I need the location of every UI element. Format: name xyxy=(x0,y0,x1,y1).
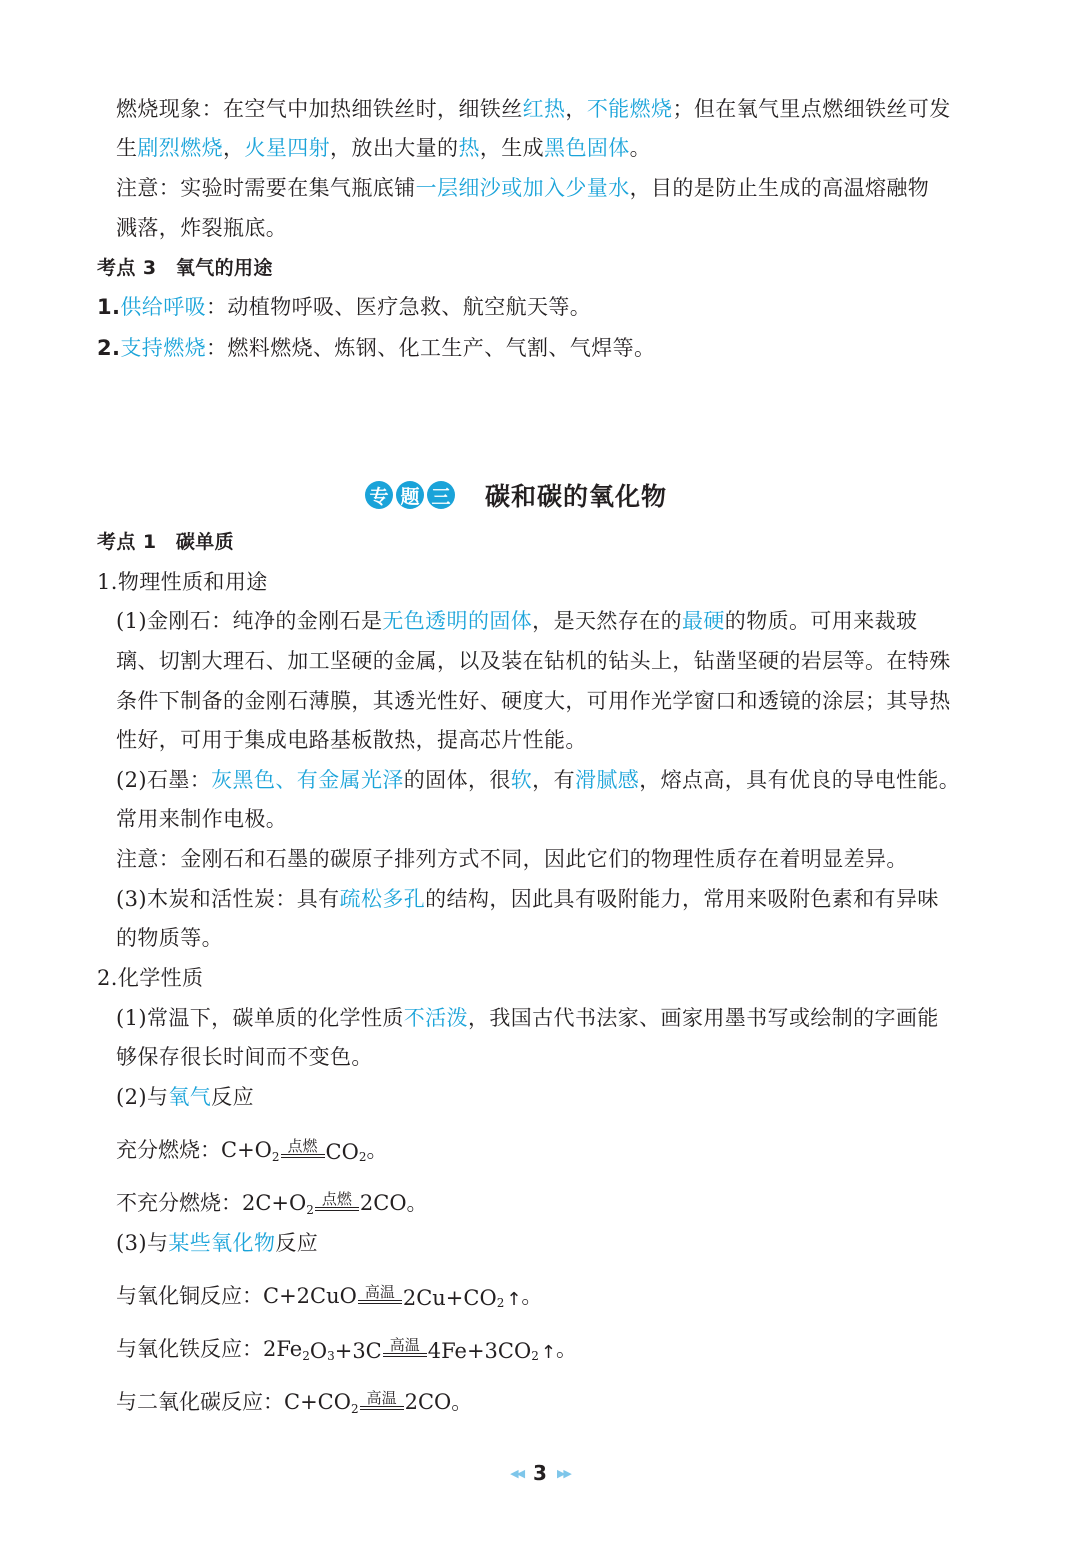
highlight-text: 黑色固体 xyxy=(544,136,630,160)
text: (1)金刚石：纯净的金刚石是 xyxy=(116,609,383,633)
highlight-text: 最硬 xyxy=(681,609,725,633)
text-line xyxy=(116,133,651,163)
equation-left: 与二氧化碳反应：C+CO xyxy=(116,1390,351,1414)
equation xyxy=(116,1270,542,1310)
subscript: 2 xyxy=(496,1296,505,1310)
text: O xyxy=(309,1339,328,1363)
text: ，熔点高，具有优良的导电性能。 xyxy=(639,768,961,792)
highlight-text: 灰黑色、有金属光泽 xyxy=(211,768,404,792)
equation-right: 4Fe+3CO xyxy=(427,1339,532,1363)
text: (1)常温下，碳单质的化学性质 xyxy=(116,1006,404,1030)
highlight-text: 供给呼吸 xyxy=(120,295,206,319)
note-line: 注意：金刚石和石墨的碳原子排列方式不同，因此它们的物理性质存在着明显差异。 xyxy=(116,847,908,871)
list-item xyxy=(97,292,591,322)
equation-left: 不充分燃烧：2C+O xyxy=(116,1191,307,1215)
list-item xyxy=(97,333,655,363)
highlight-text: 支持燃烧 xyxy=(120,336,206,360)
page-footer xyxy=(0,1461,1080,1485)
text: 注意：实验时需要在集气瓶底铺 xyxy=(116,176,416,200)
text: ，我国古代书法家、画家用墨书写或绘制的字画能 xyxy=(467,1006,939,1030)
topic-title: 碳和碳的氧化物 xyxy=(485,482,668,511)
subscript: 2 xyxy=(350,1402,359,1416)
text: 反应 xyxy=(275,1231,319,1255)
text: ， xyxy=(565,97,587,121)
equation-left: 与氧化铜反应：C+2CuO xyxy=(116,1284,357,1308)
reaction-condition xyxy=(281,1138,325,1158)
equation xyxy=(116,1323,577,1363)
subscript: 2 xyxy=(358,1150,367,1164)
condition-label: 点燃 xyxy=(321,1190,352,1208)
highlight-text: 不能燃烧 xyxy=(586,97,673,121)
text-line xyxy=(116,1228,318,1258)
highlight-text: 某些氧化物 xyxy=(168,1231,276,1255)
equation-right: 2Cu+CO xyxy=(402,1286,497,1310)
highlight-text: 滑腻感 xyxy=(574,768,640,792)
text: ，放出大量的 xyxy=(330,136,459,160)
subscript: 2 xyxy=(271,1150,280,1164)
text-line xyxy=(116,606,917,636)
highlight-text: 热 xyxy=(458,136,480,160)
next-arrows-icon: ▶▶ xyxy=(556,1466,570,1480)
text: (2)石墨： xyxy=(116,768,212,792)
text: 生 xyxy=(116,136,138,160)
highlight-text: 一层细沙或加入少量水 xyxy=(415,176,630,200)
highlight-text: 氧气 xyxy=(168,1085,212,1109)
text-line: 的物质等。 xyxy=(116,926,223,950)
topic-badge xyxy=(365,481,455,509)
text: 。 xyxy=(555,1337,577,1361)
equals-bar xyxy=(281,1154,325,1158)
text-line xyxy=(116,173,929,203)
text-line: 常用来制作电极。 xyxy=(116,807,288,831)
equation-right: 2CO。 xyxy=(359,1191,428,1215)
text: ：燃料燃烧、炼钢、化工生产、气割、气焊等。 xyxy=(206,336,656,360)
equals-bar xyxy=(315,1207,359,1211)
text: ，有 xyxy=(532,768,575,792)
text: ；但在氧气里点燃细铁丝可发 xyxy=(672,97,951,121)
subscript: 2 xyxy=(531,1349,539,1363)
item-number: 2. xyxy=(97,336,121,360)
reaction-condition xyxy=(360,1390,404,1410)
highlight-text: 不活泼 xyxy=(403,1006,468,1030)
page-number: 3 xyxy=(533,1461,547,1485)
item-number: 1. xyxy=(97,295,121,319)
highlight-text: 红热 xyxy=(522,97,566,121)
text: 的结构，因此具有吸附能力，常用来吸附色素和有异味 xyxy=(425,887,939,911)
kaodian-heading: 考点 3 氧气的用途 xyxy=(97,257,273,279)
topic-header xyxy=(365,474,667,516)
text: ，是天然存在的 xyxy=(532,609,682,633)
text: 的固体，很 xyxy=(403,768,511,792)
equation-left: 充分燃烧：C+O xyxy=(116,1138,272,1162)
text-line xyxy=(116,884,939,914)
text: 的物质。可用来裁玻 xyxy=(724,609,918,633)
condition-label: 点燃 xyxy=(287,1137,318,1155)
condition-label: 高温 xyxy=(366,1389,397,1407)
kaodian-heading: 考点 1 碳单质 xyxy=(97,531,235,553)
condition-label: 高温 xyxy=(364,1283,395,1301)
text-line: 条件下制备的金刚石薄膜，其透光性好、硬度大，可用作光学窗口和透镜的涂层；其导热 xyxy=(116,689,951,713)
text-line xyxy=(116,765,960,795)
text: ：动植物呼吸、医疗急救、航空航天等。 xyxy=(206,295,592,319)
section-heading: 2.化学性质 xyxy=(97,966,204,990)
text: ，生成 xyxy=(479,136,545,160)
section-heading: 1.物理性质和用途 xyxy=(97,570,268,594)
badge-char: 专 xyxy=(365,481,393,509)
equation-right: 2CO。 xyxy=(404,1390,473,1414)
equation-left: 与氧化铁反应：2Fe xyxy=(116,1337,303,1361)
equation-right: CO xyxy=(325,1140,359,1164)
reaction-condition xyxy=(358,1284,402,1304)
equation xyxy=(116,1177,428,1217)
highlight-text: 剧烈燃烧 xyxy=(137,136,224,160)
up-arrow-icon: ↑ xyxy=(540,1342,556,1363)
text: ，目的是防止生成的高温熔融物 xyxy=(629,176,930,200)
reaction-condition xyxy=(315,1191,359,1211)
highlight-text: 火星四射 xyxy=(244,136,331,160)
up-arrow-icon: ↑ xyxy=(506,1289,522,1310)
equals-bar xyxy=(360,1406,404,1410)
text: 反应 xyxy=(211,1085,254,1109)
badge-char: 题 xyxy=(396,481,424,509)
highlight-text: 软 xyxy=(510,768,533,792)
highlight-text: 疏松多孔 xyxy=(339,887,426,911)
text: (3)木炭和活性炭：具有 xyxy=(116,887,340,911)
equation xyxy=(116,1124,387,1164)
equation xyxy=(116,1376,472,1416)
badge-char: 三 xyxy=(427,481,455,509)
text-line xyxy=(116,1082,254,1112)
reaction-condition xyxy=(383,1337,427,1357)
text-line xyxy=(116,94,951,124)
prev-arrows-icon: ◀◀ xyxy=(510,1466,524,1480)
subscript: 2 xyxy=(306,1203,314,1217)
text: (3)与 xyxy=(116,1231,169,1255)
text-line: 溅落，炸裂瓶底。 xyxy=(116,216,288,240)
subscript: 3 xyxy=(327,1349,335,1363)
equals-bar xyxy=(383,1353,427,1357)
text-line: 璃、切割大理石、加工坚硬的金属，以及装在钻机的钻头上，钻凿坚硬的岩层等。在特殊 xyxy=(116,649,951,673)
text: 。 xyxy=(366,1138,388,1162)
text-line xyxy=(116,1003,939,1033)
text: 。 xyxy=(521,1284,543,1308)
text: (2)与 xyxy=(116,1085,169,1109)
text: 。 xyxy=(629,136,652,160)
text: ， xyxy=(223,136,245,160)
equals-bar xyxy=(358,1300,402,1304)
text: +3C xyxy=(334,1339,382,1363)
text: 燃烧现象：在空气中加热细铁丝时，细铁丝 xyxy=(116,97,523,121)
subscript: 2 xyxy=(302,1349,310,1363)
text-line: 够保存很长时间而不变色。 xyxy=(116,1045,373,1069)
text-line: 性好，可用于集成电路基板散热，提高芯片性能。 xyxy=(116,728,587,752)
highlight-text: 无色透明的固体 xyxy=(382,609,533,633)
condition-label: 高温 xyxy=(389,1336,420,1354)
